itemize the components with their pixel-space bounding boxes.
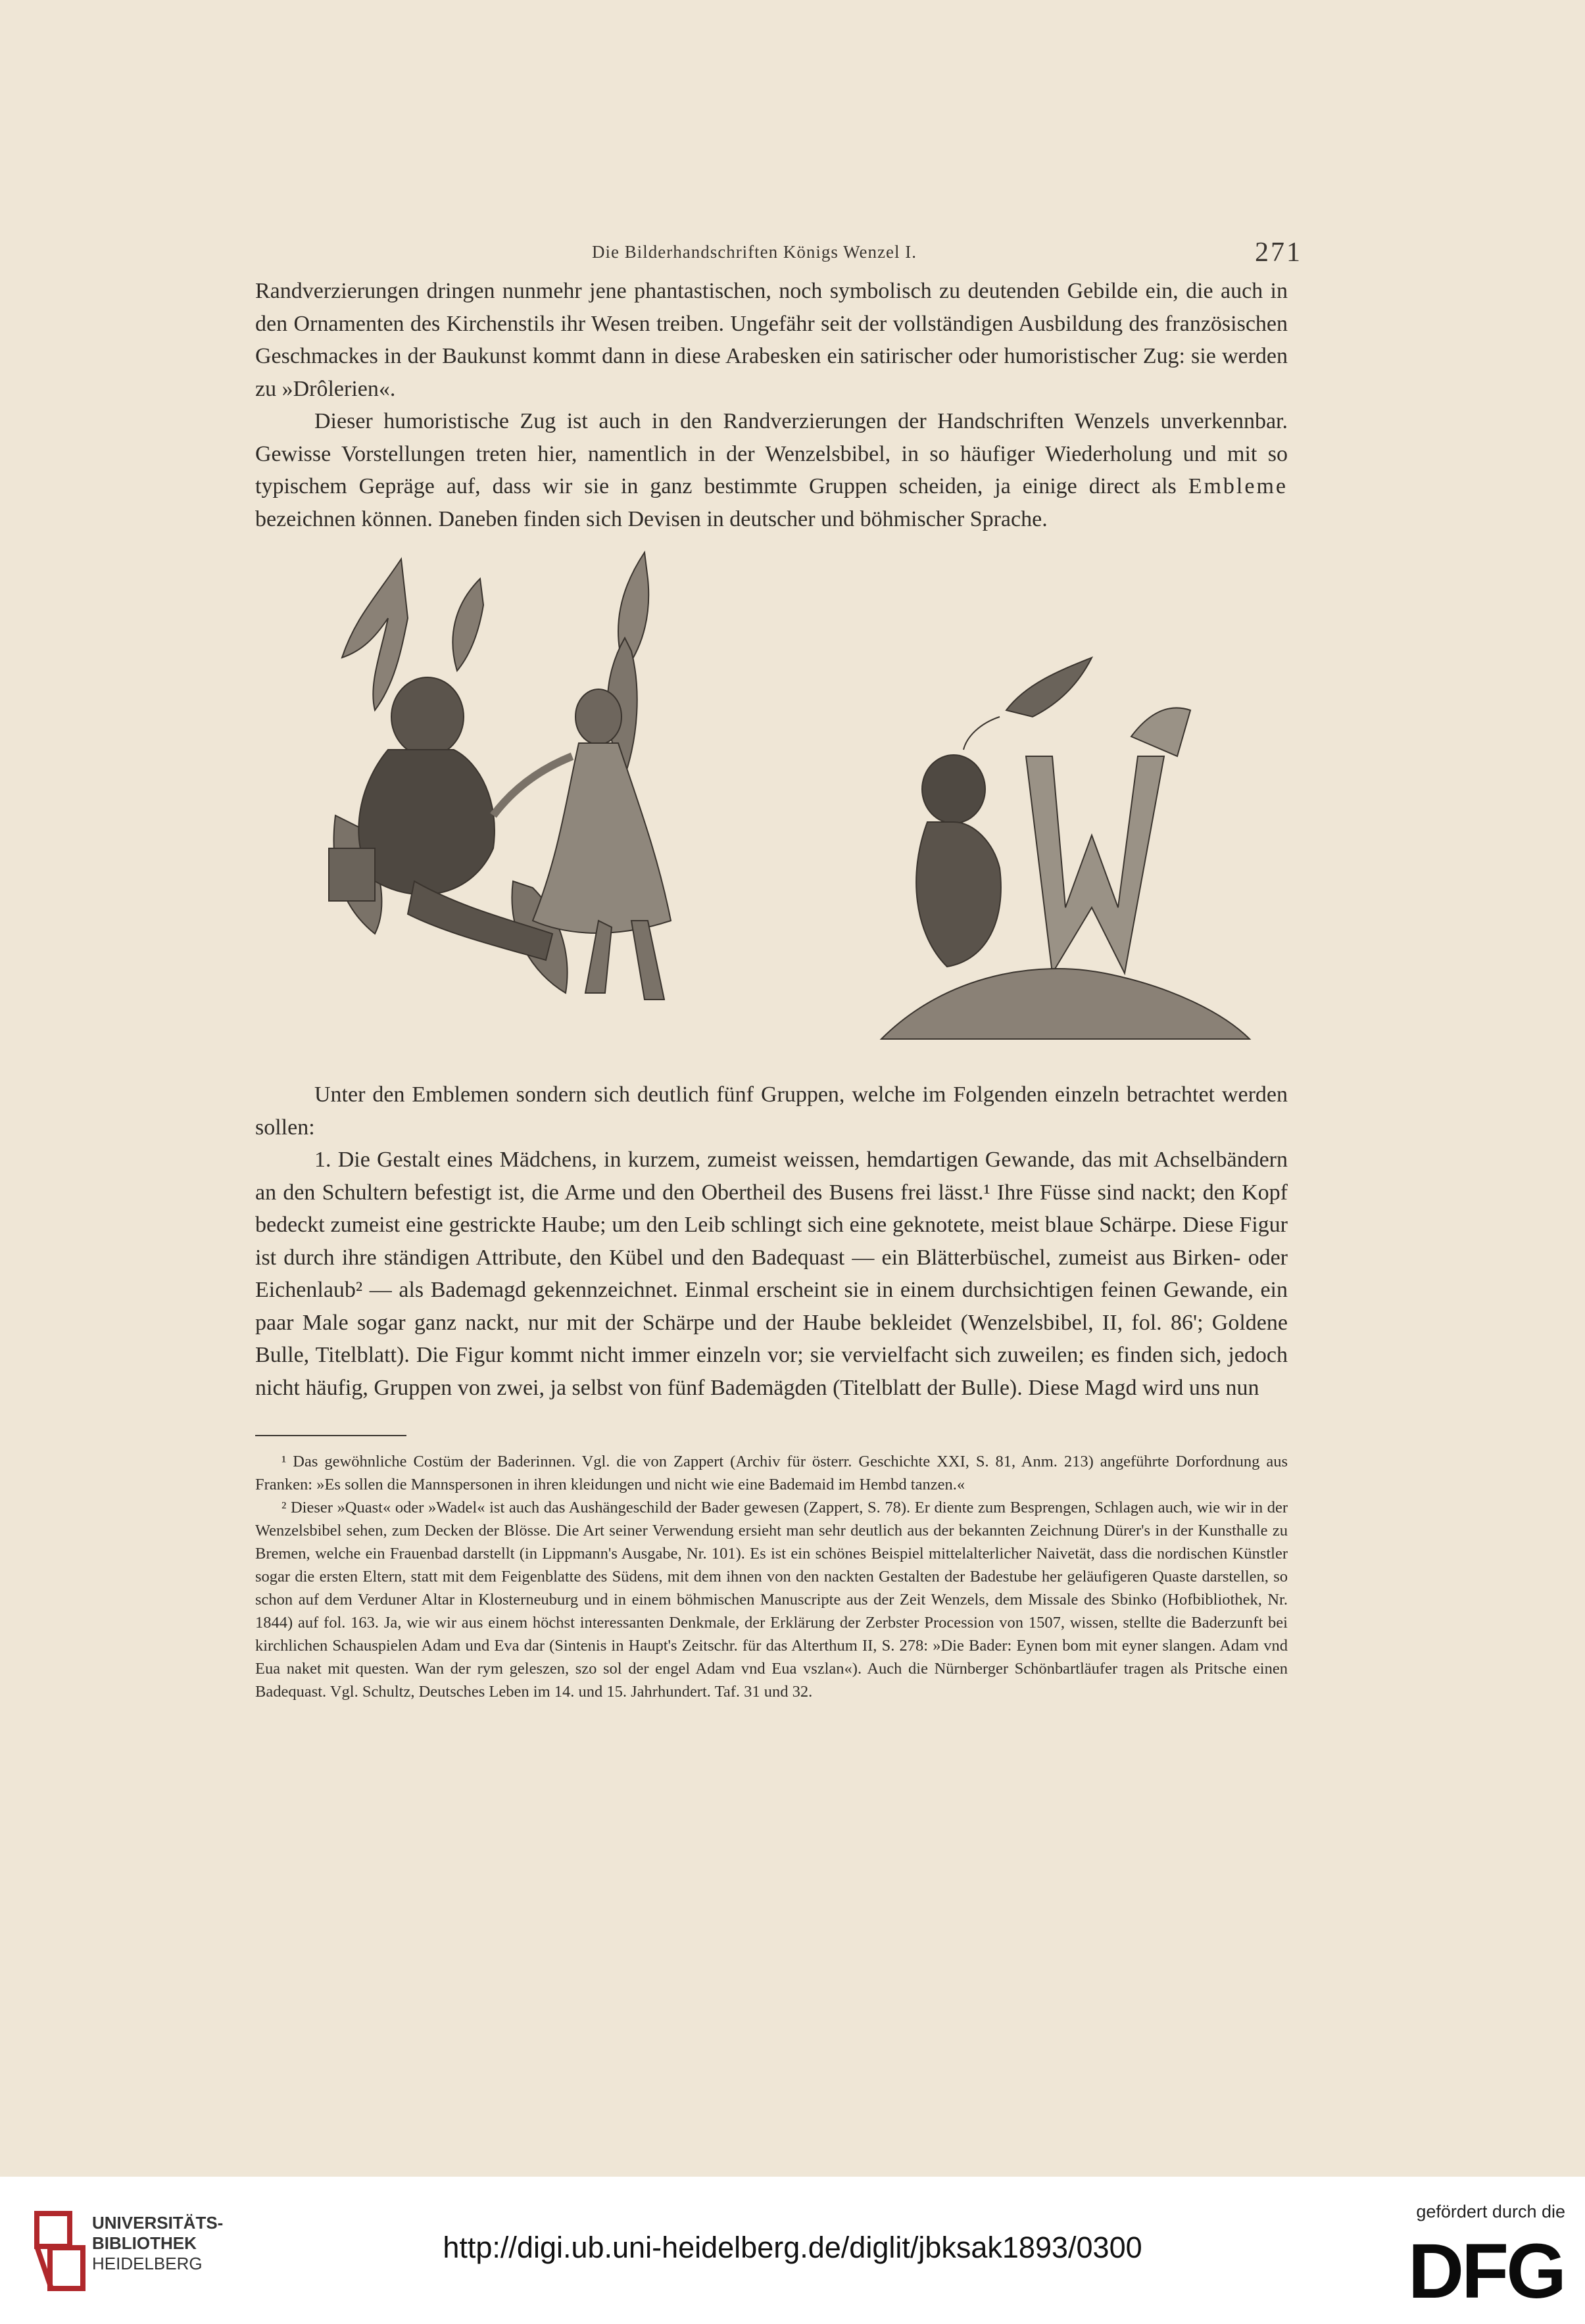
footnote-rule	[255, 1435, 406, 1436]
permalink-url[interactable]: http://digi.ub.uni-heidelberg.de/diglit/jbksak1893/0300	[443, 2231, 1142, 2264]
footnote: ² Dieser »Quast« oder »Wadel« ist auch das Aushängeschild der Bader gewesen (Zappert, S. 78). Er diente zum Besprengen, Schlagen auch, wie wir in der Wenzelsbibel sehen, zum Decken der Blösse. Die Art seiner Verwendung ersieht man sehr deutlich aus der bekannten Zeichnung Dürer's in der Kunsthalle zu Bremen, welche ein Frauenbad darstellt (in Lippmann's Ausgabe, Nr. 101). Es ist ein schönes Beispiel mittelalterlicher Naivetät, dass die nordischen Künstler sogar die ersten Eltern, statt mit dem Feigenblatte des Südens, mit dem ihnen von den nackten Gestalten der Badestube her geläufigeren Quaste darstellen, so schon auf dem Verduner Altar in Klosterneuburg und in einem böhmischen Manuscripte aus der Zeit Wenzels, dem Missale des Sbinko (Hofbibliothek, Nr. 1844) auf fol. 163. Ja, wie wir aus einem höchst interessanten Denkmale, der Erklärung der Zerbster Procession von 1507, wissen, stellte die Baderzunft bei kirchlichen Schauspielen Adam und Eva dar (Sintenis in Haupt's Zeitschr. für das Alterthum II, S. 278: »Die Bader: Eynen bom mit eyner slangen. Adam vnd Eua naket mit questen. Wan der rym geleszen, szo sol der engel Adam vnd Eua vszlan«). Auch die Nürnberger Schönbartläufer tragen als Pritsche einen Badequast. Vgl. Schultz, Deutsches Leben im 14. und 15. Jahrhundert. Taf. 31 und 32.	[255, 1499, 1288, 1701]
running-title: Die Bilderhandschriften Königs Wenzel I.	[592, 242, 917, 262]
initial-letter-illustration	[881, 658, 1250, 1039]
funded-by-label: gefördert durch die	[1416, 2202, 1565, 2221]
paragraph: Randverzierungen dringen nunmehr jene phantastischen, noch symbolisch zu deutenden Gebilde ein, die auch in den Ornamenten des Kirchenstils ihr Wesen treiben. Ungefähr seit der vollständigen Ausbildung des französischen Geschmackes in der Baukunst kommt dann in diese Arabesken ein satirischer oder humoristischer Zug: sie werden zu »Drôlerien«.	[255, 279, 1288, 401]
running-header	[250, 237, 1302, 276]
library-name: UNIVERSITÄTS- BIBLIOTHEK HEIDELBERG	[92, 2213, 224, 2273]
paragraph: Unter den Emblemen sondern sich deutlich fünf Gruppen, welche im Folgenden einzeln betrachtet werden sollen:	[255, 1082, 1288, 1140]
body-text-top	[255, 275, 1288, 535]
body-text-bottom	[255, 1078, 1288, 1404]
footnotes	[255, 1450, 1288, 1703]
paragraph: 1. Die Gestalt eines Mädchens, in kurzem, zumeist weissen, hemdartigen Gewande, das mit Achselbändern an den Schultern befestigt ist, die Arme und den Obertheil des Busens frei lässt.¹ Ihre Füsse sind nackt; den Kopf bedeckt zumeist eine gestrickte Haube; um den Leib schlingt sich eine geknotete, meist blaue Schärpe. Diese Figur ist durch ihre ständigen Attribute, den Kübel und den Badequast — ein Blätterbüschel, zumeist aus Birken- oder Eichenlaub² — als Bademagd gekennzeichnet. Einmal erscheint sie in einem durchsichtigen feinen Gewande, ein paar Male sogar ganz nackt, nur mit der Schärpe und der Haube bekleidet (Wenzelsbibel, II, fol. 86'; Goldene Bulle, Titelblatt). Die Figur kommt nicht immer einzeln vor; sie vervielfacht sich zuweilen; es finden sich, jedoch nicht häufig, Gruppen von zwei, ja selbst von fünf Bademägden (Titelblatt der Bulle). Diese Magd wird uns nun	[255, 1148, 1288, 1400]
marginal-illustrations	[316, 539, 1302, 1052]
emphasis: Embleme	[1188, 474, 1288, 498]
paragraph: Dieser humoristische Zug ist auch in den Randverzierungen der Handschriften Wenzels unverkennbar. Gewisse Vorstellungen treten hier, namentlich in der Wenzelsbibel, in so häufiger Wiederholung und mit so typischem Gepräge auf, dass wir sie in ganz bestimmte Gruppen scheiden, ja einige direct als Embleme bezeichnen können. Daneben finden sich Devisen in deutscher und böhmischer Sprache.	[255, 409, 1288, 531]
bath-maid-illustration	[329, 552, 671, 1000]
page-number: 271	[1255, 237, 1302, 268]
dfg-logo-icon: DFG	[1407, 2228, 1564, 2315]
footnote: ¹ Das gewöhnliche Costüm der Baderinnen. Vgl. die von Zappert (Archiv für österr. Geschichte XXI, S. 81, Anm. 213) angeführte Dorfordnung aus Franken: »Es sollen die Mannspersonen in ihren kleidungen und nicht wie eine Bademaid im Hembd tanzen.«	[255, 1453, 1288, 1493]
